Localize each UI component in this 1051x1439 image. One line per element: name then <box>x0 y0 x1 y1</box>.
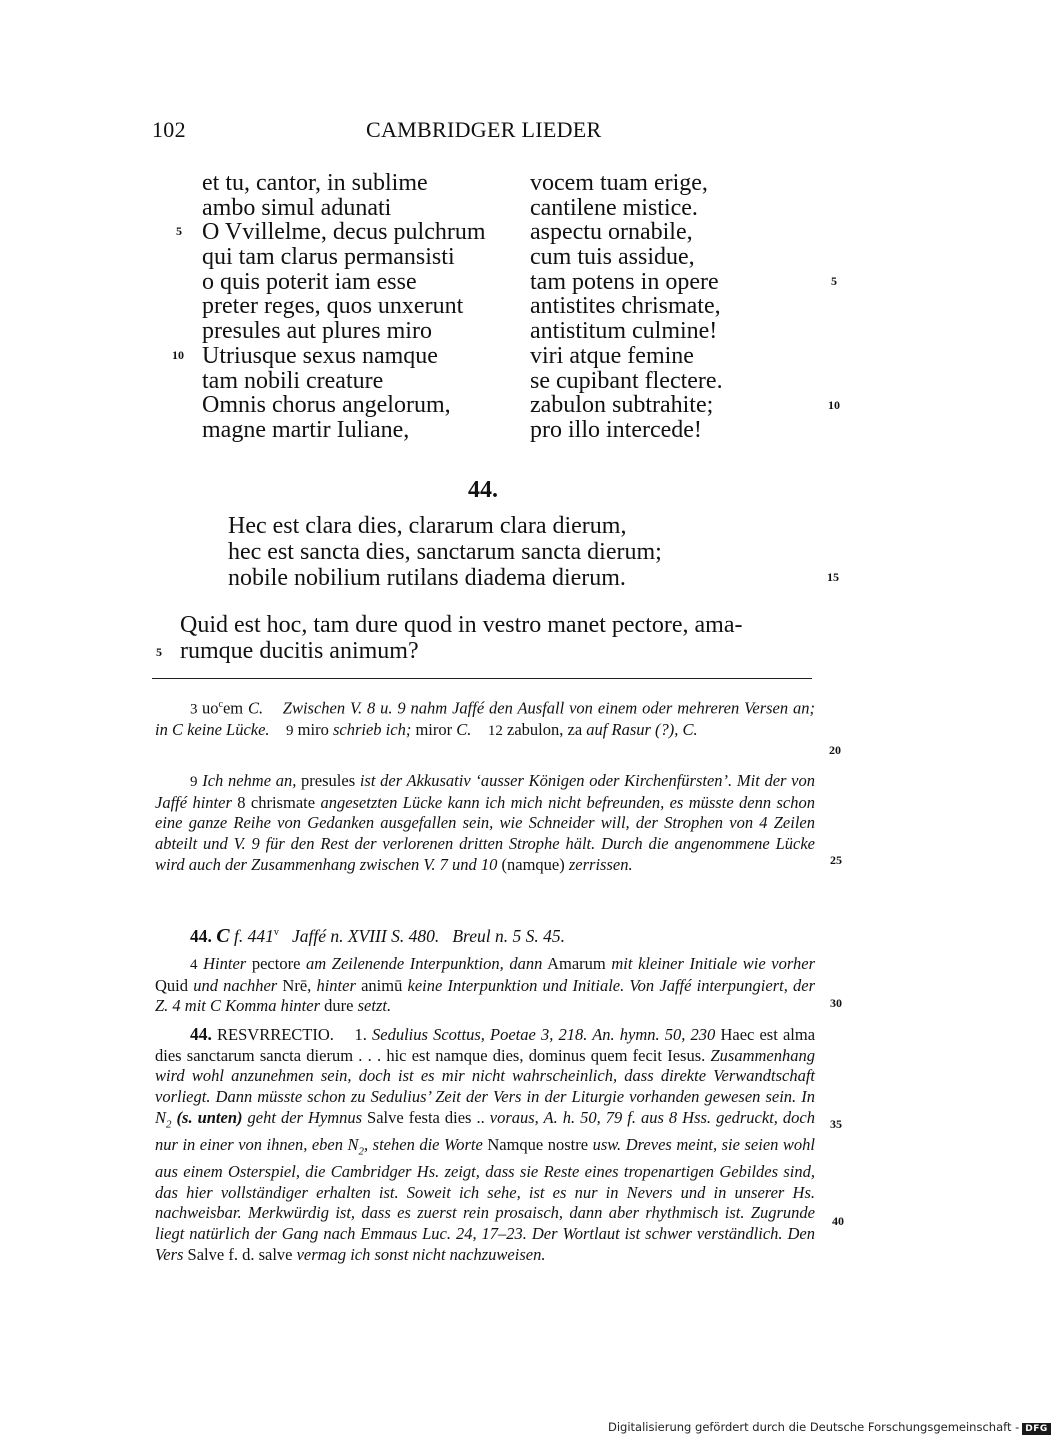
line-number: 20 <box>829 743 841 757</box>
line-number: 35 <box>830 1117 842 1131</box>
poem-line: nobile nobilium rutilans diadema dierum. <box>228 565 626 591</box>
line-number: 5 <box>831 274 837 288</box>
poem-line: Utriusque sexus namque <box>202 342 438 369</box>
poem-line: qui tam clarus permansisti <box>202 244 455 271</box>
apparatus-note: 3 $uo^cem$ C. Zwischen V. 8 u. 9 nahm Jaffé den Ausfall von einem oder mehreren Versen an; in C keine Lücke. 9 miro schrieb ich; miror C. 12 zabulon, za auf Rasur (?), C. <box>155 698 816 740</box>
poem-line: preter reges, quos unxerunt <box>202 293 464 320</box>
line-number: 40 <box>832 1214 844 1228</box>
poem-line: zabulon subtrahite; <box>530 392 714 419</box>
line-number: 5 <box>176 224 182 238</box>
digitization-footer <box>608 1420 1051 1435</box>
line-number: 5 <box>156 645 162 659</box>
line-number: 30 <box>830 996 842 1010</box>
poem-line: cum tuis assidue, <box>530 244 695 271</box>
line-number: 25 <box>830 853 842 867</box>
poem-line: O Vvillelme, decus pulchrum <box>202 219 486 246</box>
poem-line: hec est sancta dies, sanctarum sancta dierum; <box>228 539 662 565</box>
dfg-logo: DFG <box>1022 1423 1051 1435</box>
poem-line: Hec est clara dies, clararum clara dierum, <box>228 513 627 539</box>
prose-line: Quid est hoc, tam dure quod in vestro manet pectore, ama- <box>180 612 743 638</box>
prose-line: rumque ducitis animum? <box>180 638 419 664</box>
poem-left-column <box>202 171 486 443</box>
poem-line: ambo simul adunati <box>202 194 392 221</box>
line-number: 15 <box>827 570 839 584</box>
poem-right-column <box>530 171 723 443</box>
poem-line: antistites chrismate, <box>530 293 721 320</box>
poem-line: Omnis chorus angelorum, <box>202 392 451 419</box>
page-number: 102 <box>152 117 186 142</box>
poem-line: antistitum culmine! <box>530 318 718 345</box>
poem-line: viri atque femine <box>530 342 694 369</box>
prose-passage <box>180 612 743 664</box>
running-title: CAMBRIDGER LIEDER <box>366 117 602 142</box>
poem-line: presules aut plures miro <box>202 318 432 345</box>
line-number: 10 <box>828 398 840 412</box>
poem-heading: 44. <box>468 477 498 503</box>
apparatus-note: 4 Hinter pectore am Zeilenende Interpunktion, dann Amarum mit kleiner Initiale wie vorher Quid und nachher Nrē, hinter animū keine Interpunktion und Initiale. Von Jaffé interpungiert, der Z. 4 mit C Komma hinter dure setzt. <box>155 954 816 1016</box>
line-number: 10 <box>172 348 184 362</box>
poem-line: tam nobili creature <box>202 367 384 394</box>
footer-text: Digitalisierung gefördert durch die Deutsche Forschungsgemeinschaft - <box>608 1420 1020 1434</box>
footnote-rule <box>152 678 812 679</box>
poem-line: aspectu ornabile, <box>530 219 693 246</box>
apparatus-note: 44. C f. 441$^v$ Jaffé n. XVIII S. 480. Breul n. 5 S. 45. <box>190 924 565 947</box>
poem-line: se cupibant flectere. <box>530 367 723 394</box>
apparatus-note: 44. RESVRRECTIO. 1. Sedulius Scottus, Poetae 3, 218. An. hymn. 50, 230 Haec est alma dies sanctarum sancta dierum . . . hic est namque dies, dominus quem fecit Iesus. Zusammenhang wird wohl anzunehmen sein, doch ist es mir nicht wahrscheinlich, dass direkte Verwandtschaft vorliegt. Dann müsste schon zu Sedulius’ Zeit der Vers in der Liturgie vorhanden gewesen sein. In $N_2$ (s. unten) geht der Hymnus Salve festa dies .. voraus, A. h. 50, 79 f. aus 8 Hss. gedruckt, doch nur in einer von ihnen, eben $N_2$, stehen die Worte Namque nostre usw. Dreves meint, sie seien wohl aus einem Osterspiel, die Cambridger Hs. zeigt, dass sie Reste eines tropenartigen Gebildes sind, das hier vollständiger erhalten ist. Soweit ich sehe, ist es nur in Nevers und in unserer Hs. nachweisbar. Merkwürdig ist, dass es zuerst rein prosaisch, dann aber rhythmisch ist. Zugrunde liegt natürlich der Gang nach Emmaus Luc. 24, 17–23. Der Wortlaut ist schwer verständlich. Den Vers Salve f. d. salve vermag ich sonst nicht nachzuweisen. <box>155 1024 816 1264</box>
poem-line: pro illo intercede! <box>530 416 702 443</box>
apparatus-note: 9 Ich nehme an, presules ist der Akkusativ ‘ausser Königen oder Kirchenfürsten’. Mit der von Jaffé hinter 8 chrismate angesetzten Lücke kann ich mich nicht befreunden, es müsste denn schon eine ganze Reihe von Gedanken ausgefallen sein, wie Schneider will, der Strophen von 4 Zeilen abteilt und V. 9 für den Rest der verlorenen dritten Strophe hält. Durch die angenommene Lücke wird auch der Zusammenhang zwischen V. 7 und 10 (namque) zerrissen. <box>155 771 815 874</box>
poem-line: cantilene mistice. <box>530 194 698 221</box>
poem-line: et tu, cantor, in sublime <box>202 170 428 196</box>
poem-line: magne martir Iuliane, <box>202 416 410 443</box>
poem-verse <box>228 513 662 591</box>
poem-line: vocem tuam erige, <box>530 170 708 196</box>
poem-line: o quis poterit iam esse <box>202 268 417 295</box>
poem-line: tam potens in opere <box>530 268 719 295</box>
